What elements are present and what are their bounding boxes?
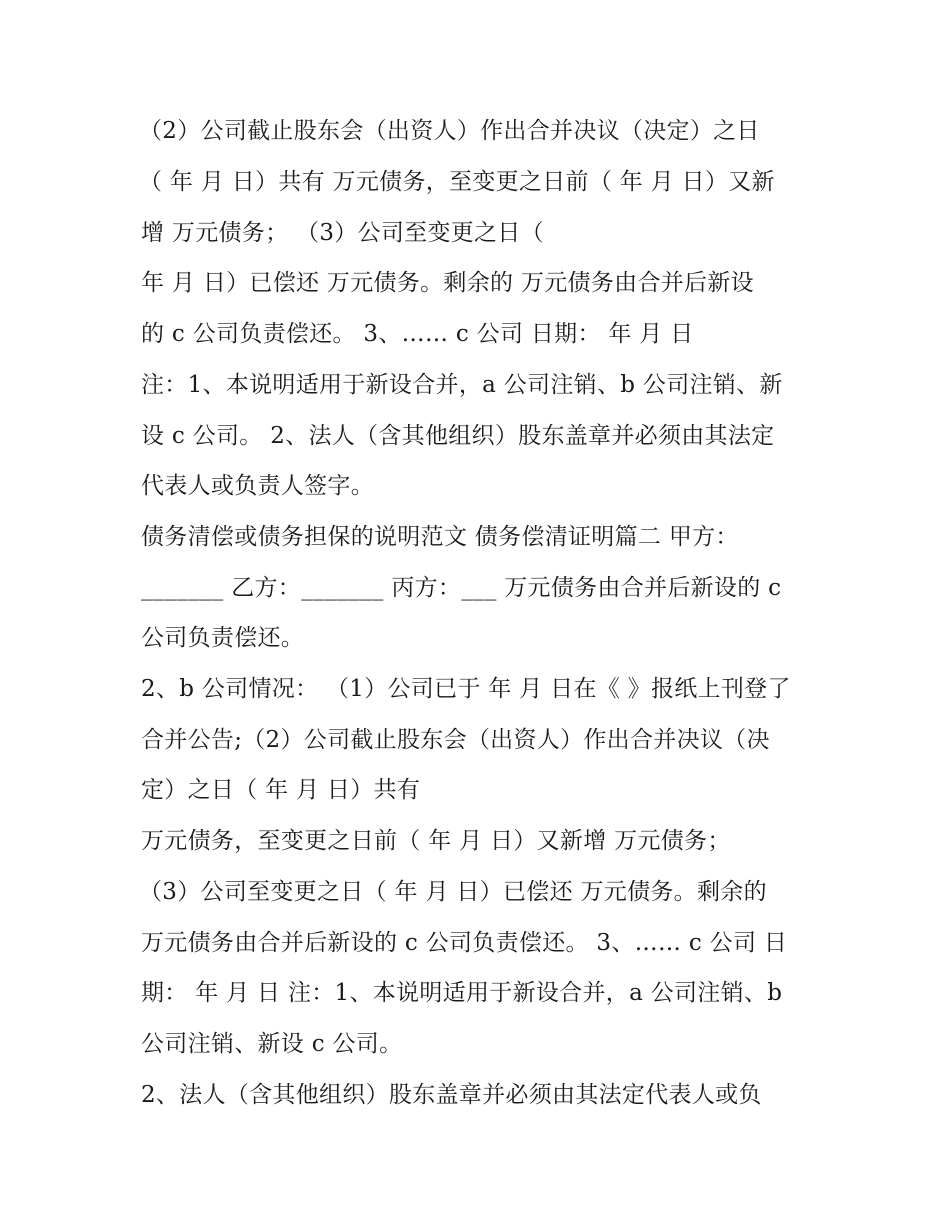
text-line: 定）之日（ 年 月 日）共有 [141,777,421,803]
text-line: 增 万元债务； （3）公司至变更之日（ [141,220,544,246]
text-line: 万元债务由合并后新设的 c 公司负责偿还。 3、…… c 公司 日 [141,930,788,956]
text-line: （ 年 月 日）共有 万元债务，至变更之日前（ 年 月 日）又新 [139,169,775,195]
text-line: 2、法人（含其他组织）股东盖章并必须由其法定代表人或负 [141,1082,762,1108]
text-line: 万元债务，至变更之日前（ 年 月 日）又新增 万元债务； [141,828,731,854]
text-line: _______ 乙方：_______ 丙方：___ 万元债务由合并后新设的 c [141,575,782,601]
text-line: 债务清偿或债务担保的说明范文 债务偿清证明篇二 甲方： [141,524,739,550]
text-line: 2、b 公司情况： （1）公司已于 年 月 日在《 》报纸上刊登了 [141,676,791,702]
text-line: 公司负责偿还。 [141,625,305,651]
text-line: 合并公告;（2）公司截止股东会（出资人）作出合并决议（决 [141,727,770,753]
text-line: 代表人或负责人签字。 [141,473,374,499]
text-line: 公司注销、新设 c 公司。 [141,1031,403,1057]
text-line: 年 月 日）已偿还 万元债务。剩余的 万元债务由合并后新设 [141,270,754,296]
text-line: 注：1、本说明适用于新设合并，a 公司注销、b 公司注销、新 [141,372,783,398]
text-line: （2）公司截止股东会（出资人）作出合并决议（决定）之日 [139,118,760,144]
text-line: （3）公司至变更之日（ 年 月 日）已偿还 万元债务。剩余的 [139,879,767,905]
text-line: 期： 年 月 日 注：1、本说明适用于新设合并，a 公司注销、b [141,980,783,1006]
text-line: 的 c 公司负责偿还。 3、…… c 公司 日期： 年 月 日 [141,321,694,347]
text-line: 设 c 公司。 2、法人（含其他组织）股东盖章并必须由其法定 [141,423,775,449]
